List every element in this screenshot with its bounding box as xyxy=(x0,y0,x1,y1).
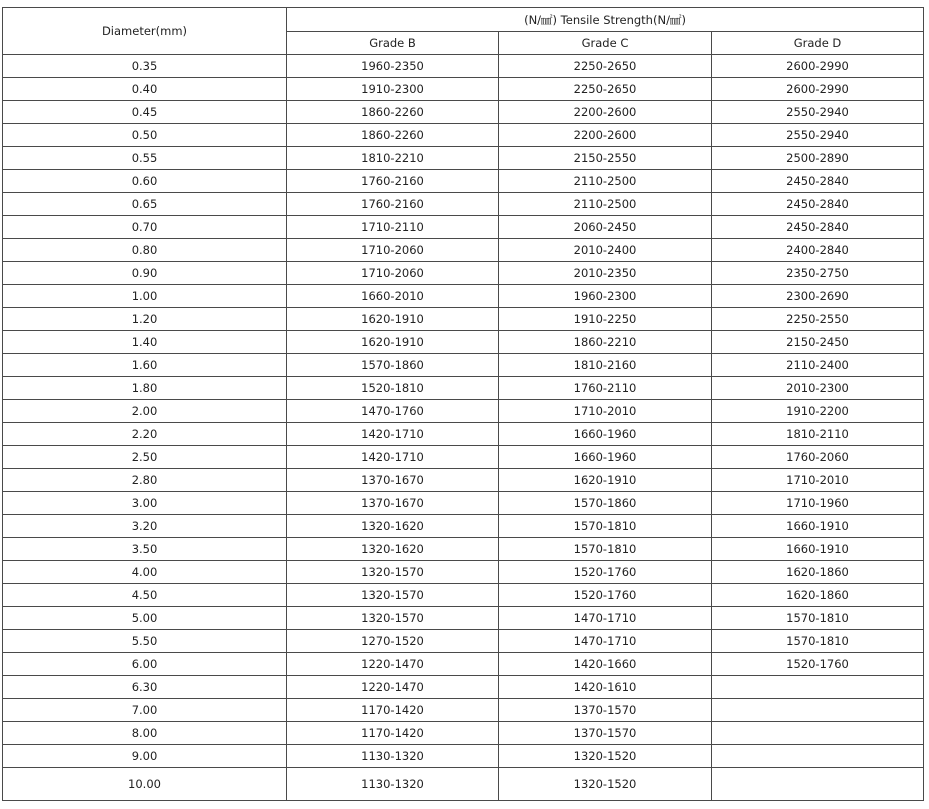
grade-d-cell: 2600-2990 xyxy=(712,78,924,101)
table-row xyxy=(3,423,924,446)
diameter-cell: 3.50 xyxy=(3,538,287,561)
grade-c-cell: 1370-1570 xyxy=(499,699,712,722)
grade-d-cell: 1520-1760 xyxy=(712,653,924,676)
grade-b-cell: 1960-2350 xyxy=(287,55,499,78)
grade-c-cell: 1910-2250 xyxy=(499,308,712,331)
grade-b-cell: 1370-1670 xyxy=(287,469,499,492)
grade-c-cell: 1570-1810 xyxy=(499,538,712,561)
diameter-cell: 6.00 xyxy=(3,653,287,676)
grade-c-cell: 1470-1710 xyxy=(499,607,712,630)
grade-d-cell: 2300-2690 xyxy=(712,285,924,308)
grade-b-cell: 1860-2260 xyxy=(287,124,499,147)
table-row xyxy=(3,354,924,377)
diameter-cell: 0.90 xyxy=(3,262,287,285)
grade-c-cell: 1520-1760 xyxy=(499,561,712,584)
table-row xyxy=(3,492,924,515)
grade-b-cell: 1760-2160 xyxy=(287,193,499,216)
diameter-cell: 0.65 xyxy=(3,193,287,216)
table-row xyxy=(3,653,924,676)
diameter-cell: 0.60 xyxy=(3,170,287,193)
grade-b-cell: 1620-1910 xyxy=(287,331,499,354)
diameter-cell: 1.40 xyxy=(3,331,287,354)
diameter-cell: 0.45 xyxy=(3,101,287,124)
table-row xyxy=(3,55,924,78)
grade-d-cell: 2500-2890 xyxy=(712,147,924,170)
grade-b-cell: 1910-2300 xyxy=(287,78,499,101)
grade-d-cell: 1710-1960 xyxy=(712,492,924,515)
grade-b-cell: 1470-1760 xyxy=(287,400,499,423)
grade-d-cell: 1810-2110 xyxy=(712,423,924,446)
table-row xyxy=(3,607,924,630)
grade-d-cell xyxy=(712,745,924,768)
grade-c-cell: 2010-2400 xyxy=(499,239,712,262)
grade-d-cell: 1660-1910 xyxy=(712,515,924,538)
grade-b-cell: 1620-1910 xyxy=(287,308,499,331)
grade-c-header: Grade C xyxy=(499,32,712,55)
grade-d-cell: 1620-1860 xyxy=(712,561,924,584)
table-row xyxy=(3,308,924,331)
grade-d-cell: 2110-2400 xyxy=(712,354,924,377)
diameter-header: Diameter(mm) xyxy=(3,8,287,55)
diameter-cell: 0.70 xyxy=(3,216,287,239)
grade-d-cell xyxy=(712,722,924,745)
table-row xyxy=(3,446,924,469)
grade-d-header: Grade D xyxy=(712,32,924,55)
table-body xyxy=(3,55,924,801)
table-row xyxy=(3,262,924,285)
grade-d-cell: 2400-2840 xyxy=(712,239,924,262)
diameter-cell: 0.50 xyxy=(3,124,287,147)
diameter-cell: 1.80 xyxy=(3,377,287,400)
grade-c-cell: 2250-2650 xyxy=(499,55,712,78)
table-row xyxy=(3,538,924,561)
grade-d-cell: 2150-2450 xyxy=(712,331,924,354)
diameter-cell: 0.40 xyxy=(3,78,287,101)
diameter-cell: 3.20 xyxy=(3,515,287,538)
grade-c-cell: 1620-1910 xyxy=(499,469,712,492)
table-row xyxy=(3,768,924,801)
table-row xyxy=(3,699,924,722)
table-row xyxy=(3,469,924,492)
diameter-cell: 1.00 xyxy=(3,285,287,308)
grade-c-cell: 1760-2110 xyxy=(499,377,712,400)
grade-d-cell: 1660-1910 xyxy=(712,538,924,561)
grade-d-cell: 1910-2200 xyxy=(712,400,924,423)
grade-c-cell: 1420-1660 xyxy=(499,653,712,676)
grade-d-cell: 2550-2940 xyxy=(712,101,924,124)
grade-c-cell: 1420-1610 xyxy=(499,676,712,699)
diameter-cell: 2.50 xyxy=(3,446,287,469)
grade-c-cell: 1370-1570 xyxy=(499,722,712,745)
table-row xyxy=(3,400,924,423)
grade-b-cell: 1220-1470 xyxy=(287,676,499,699)
grade-b-cell: 1220-1470 xyxy=(287,653,499,676)
grade-c-cell: 2200-2600 xyxy=(499,124,712,147)
grade-d-cell: 1620-1860 xyxy=(712,584,924,607)
grade-c-cell: 1660-1960 xyxy=(499,423,712,446)
grade-d-cell xyxy=(712,676,924,699)
grade-b-cell: 1270-1520 xyxy=(287,630,499,653)
grade-b-cell: 1860-2260 xyxy=(287,101,499,124)
grade-c-cell: 2110-2500 xyxy=(499,170,712,193)
table-row xyxy=(3,722,924,745)
table-row xyxy=(3,101,924,124)
grade-b-cell: 1710-2060 xyxy=(287,239,499,262)
diameter-cell: 2.80 xyxy=(3,469,287,492)
grade-b-cell: 1570-1860 xyxy=(287,354,499,377)
grade-c-cell: 1660-1960 xyxy=(499,446,712,469)
diameter-cell: 2.20 xyxy=(3,423,287,446)
table-row xyxy=(3,285,924,308)
grade-d-cell: 1570-1810 xyxy=(712,607,924,630)
grade-b-cell: 1320-1570 xyxy=(287,584,499,607)
diameter-cell: 9.00 xyxy=(3,745,287,768)
grade-d-cell: 2450-2840 xyxy=(712,193,924,216)
tensile-strength-header: (N/㎟) Tensile Strength(N/㎟) xyxy=(287,8,924,32)
grade-b-cell: 1320-1620 xyxy=(287,538,499,561)
grade-d-cell: 2010-2300 xyxy=(712,377,924,400)
grade-b-cell: 1520-1810 xyxy=(287,377,499,400)
diameter-cell: 5.50 xyxy=(3,630,287,653)
grade-c-cell: 2060-2450 xyxy=(499,216,712,239)
diameter-cell: 10.00 xyxy=(3,768,287,801)
grade-c-cell: 1520-1760 xyxy=(499,584,712,607)
table-row xyxy=(3,193,924,216)
diameter-cell: 8.00 xyxy=(3,722,287,745)
grade-b-cell: 1320-1570 xyxy=(287,607,499,630)
diameter-cell: 1.20 xyxy=(3,308,287,331)
grade-b-cell: 1170-1420 xyxy=(287,722,499,745)
grade-b-cell: 1810-2210 xyxy=(287,147,499,170)
grade-b-header: Grade B xyxy=(287,32,499,55)
table-row xyxy=(3,584,924,607)
grade-d-cell: 2250-2550 xyxy=(712,308,924,331)
table-row xyxy=(3,676,924,699)
diameter-cell: 0.55 xyxy=(3,147,287,170)
diameter-cell: 3.00 xyxy=(3,492,287,515)
grade-b-cell: 1710-2110 xyxy=(287,216,499,239)
diameter-cell: 6.30 xyxy=(3,676,287,699)
grade-c-cell: 1320-1520 xyxy=(499,745,712,768)
table-row xyxy=(3,147,924,170)
grade-b-cell: 1130-1320 xyxy=(287,768,499,801)
table-row xyxy=(3,216,924,239)
grade-b-cell: 1420-1710 xyxy=(287,423,499,446)
grade-d-cell: 2450-2840 xyxy=(712,170,924,193)
diameter-cell: 0.80 xyxy=(3,239,287,262)
grade-c-cell: 2250-2650 xyxy=(499,78,712,101)
grade-d-cell: 1710-2010 xyxy=(712,469,924,492)
grade-c-cell: 1470-1710 xyxy=(499,630,712,653)
table-row xyxy=(3,124,924,147)
table-row xyxy=(3,515,924,538)
grade-c-cell: 1320-1520 xyxy=(499,768,712,801)
grade-c-cell: 1710-2010 xyxy=(499,400,712,423)
grade-c-cell: 1860-2210 xyxy=(499,331,712,354)
grade-c-cell: 1570-1810 xyxy=(499,515,712,538)
diameter-cell: 5.00 xyxy=(3,607,287,630)
diameter-cell: 4.00 xyxy=(3,561,287,584)
table-row xyxy=(3,239,924,262)
diameter-cell: 7.00 xyxy=(3,699,287,722)
diameter-cell: 1.60 xyxy=(3,354,287,377)
grade-b-cell: 1320-1620 xyxy=(287,515,499,538)
header-row xyxy=(3,8,924,32)
diameter-cell: 4.50 xyxy=(3,584,287,607)
grade-b-cell: 1320-1570 xyxy=(287,561,499,584)
grade-b-cell: 1710-2060 xyxy=(287,262,499,285)
grade-b-cell: 1420-1710 xyxy=(287,446,499,469)
grade-c-cell: 1810-2160 xyxy=(499,354,712,377)
grade-d-cell: 2600-2990 xyxy=(712,55,924,78)
diameter-cell: 0.35 xyxy=(3,55,287,78)
grade-c-cell: 2150-2550 xyxy=(499,147,712,170)
grade-b-cell: 1370-1670 xyxy=(287,492,499,515)
grade-c-cell: 2110-2500 xyxy=(499,193,712,216)
table-row xyxy=(3,331,924,354)
grade-c-cell: 2200-2600 xyxy=(499,101,712,124)
grade-b-cell: 1130-1320 xyxy=(287,745,499,768)
table-row xyxy=(3,78,924,101)
grade-b-cell: 1760-2160 xyxy=(287,170,499,193)
grade-b-cell: 1660-2010 xyxy=(287,285,499,308)
tensile-strength-table xyxy=(2,7,924,801)
grade-d-cell: 1570-1810 xyxy=(712,630,924,653)
diameter-cell: 2.00 xyxy=(3,400,287,423)
table-row xyxy=(3,561,924,584)
table-row xyxy=(3,377,924,400)
grade-c-cell: 1960-2300 xyxy=(499,285,712,308)
grade-c-cell: 1570-1860 xyxy=(499,492,712,515)
grade-d-cell xyxy=(712,768,924,801)
table-row xyxy=(3,170,924,193)
grade-c-cell: 2010-2350 xyxy=(499,262,712,285)
grade-b-cell: 1170-1420 xyxy=(287,699,499,722)
table-row xyxy=(3,745,924,768)
table-row xyxy=(3,630,924,653)
grade-d-cell: 2450-2840 xyxy=(712,216,924,239)
grade-d-cell: 2550-2940 xyxy=(712,124,924,147)
grade-d-cell: 2350-2750 xyxy=(712,262,924,285)
grade-d-cell: 1760-2060 xyxy=(712,446,924,469)
grade-d-cell xyxy=(712,699,924,722)
